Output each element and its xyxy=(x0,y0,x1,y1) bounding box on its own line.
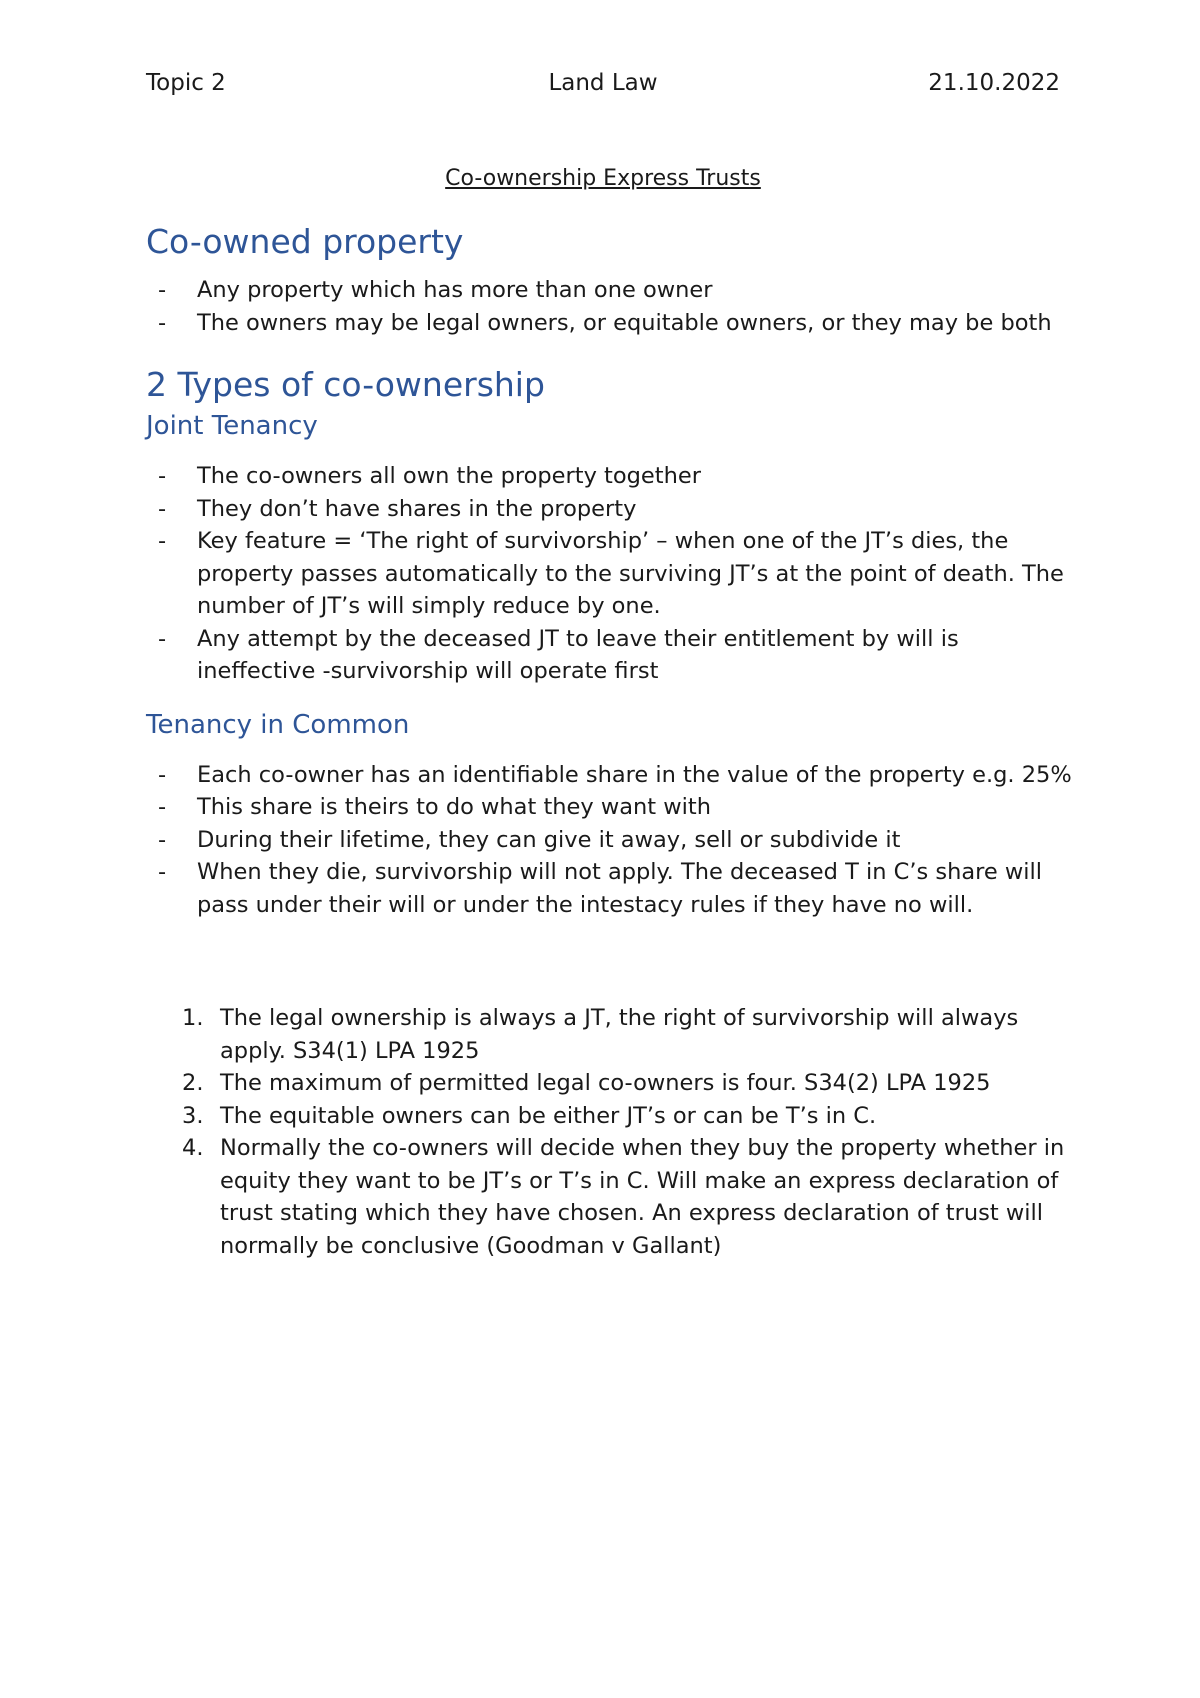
number-marker: 2. xyxy=(182,1070,204,1096)
number-marker: 3. xyxy=(182,1102,204,1129)
dash-bullet: - xyxy=(158,826,167,853)
header-date: 21.10.2022 xyxy=(928,70,1060,96)
dash-bullet: - xyxy=(158,463,167,489)
list-item xyxy=(146,824,1076,857)
dash-bullet: - xyxy=(158,761,167,788)
list-item xyxy=(146,493,1076,526)
list-tenancy-in-common xyxy=(146,759,1076,922)
number-marker: 4. xyxy=(182,1135,204,1161)
dash-bullet: - xyxy=(158,794,167,820)
list-item-text: Each co-owner has an identifiable share in the value of the property e.g. 25% xyxy=(197,761,1072,788)
numbered-item xyxy=(146,1100,1076,1133)
list-item-text: They don’t have shares in the property xyxy=(197,495,637,522)
heading-co-owned-property: Co-owned property xyxy=(146,222,464,261)
list-item xyxy=(146,274,1076,307)
list-item xyxy=(146,460,1076,493)
header-topic: Topic 2 xyxy=(146,70,226,96)
numbered-item xyxy=(146,1002,1076,1067)
list-item xyxy=(146,307,1076,340)
list-item-text: The owners may be legal owners, or equitable owners, or they may be both xyxy=(197,309,1052,336)
dash-bullet: - xyxy=(158,277,167,303)
heading-types-of-co-ownership: 2 Types of co-ownership xyxy=(146,365,545,404)
list-item xyxy=(146,791,1076,824)
list-joint-tenancy xyxy=(146,460,1076,688)
list-item xyxy=(146,623,1076,688)
dash-bullet: - xyxy=(158,309,167,336)
document-title: Co-ownership Express Trusts xyxy=(445,166,761,191)
list-co-owned xyxy=(146,274,1076,339)
list-item-text: The co-owners all own the property together xyxy=(197,463,701,489)
document-body xyxy=(146,164,1076,1262)
numbered-item xyxy=(146,1067,1076,1100)
dash-bullet: - xyxy=(158,625,167,652)
list-item-text: Any property which has more than one owner xyxy=(197,277,713,303)
numbered-item-text: The legal ownership is always a JT, the right of survivorship will always apply. S34(1) LPA 1925 xyxy=(220,1005,1019,1064)
numbered-list xyxy=(146,1002,1076,1262)
list-item xyxy=(146,856,1076,921)
list-item-text: During their lifetime, they can give it away, sell or subdivide it xyxy=(197,826,901,853)
numbered-item-text: The maximum of permitted legal co-owners is four. S34(2) LPA 1925 xyxy=(220,1070,991,1096)
heading-joint-tenancy: Joint Tenancy xyxy=(146,411,318,441)
number-marker: 1. xyxy=(182,1005,204,1031)
dash-bullet: - xyxy=(158,859,167,885)
numbered-item-text: The equitable owners can be either JT’s or can be T’s in C. xyxy=(220,1102,877,1129)
numbered-item xyxy=(146,1132,1076,1262)
heading-tenancy-in-common: Tenancy in Common xyxy=(146,709,410,740)
list-item-text: This share is theirs to do what they want with xyxy=(197,794,711,820)
numbered-item-text: Normally the co-owners will decide when they buy the property whether in equity they want to be JT’s or T’s in C. Will make an express declaration of trust stating which they have chosen. An express declaration of trust will normally be conclusive (Goodman v Gallant) xyxy=(220,1135,1065,1259)
list-item-text: Any attempt by the deceased JT to leave their entitlement by will is ineffective -survivorship will operate first xyxy=(197,625,959,684)
list-item-text: When they die, survivorship will not apply. The deceased T in C’s share will pass under their will or under the intestacy rules if they have no will. xyxy=(197,859,1043,918)
list-item-text: Key feature = ‘The right of survivorship’ – when one of the JT’s dies, the property passes automatically to the surviving JT’s at the point of death. The number of JT’s will simply reduce by one. xyxy=(197,528,1064,619)
list-item xyxy=(146,759,1076,792)
dash-bullet: - xyxy=(158,495,167,522)
page-header xyxy=(146,70,1060,100)
list-item xyxy=(146,525,1076,623)
dash-bullet: - xyxy=(158,528,167,554)
header-subject: Land Law xyxy=(548,70,658,96)
